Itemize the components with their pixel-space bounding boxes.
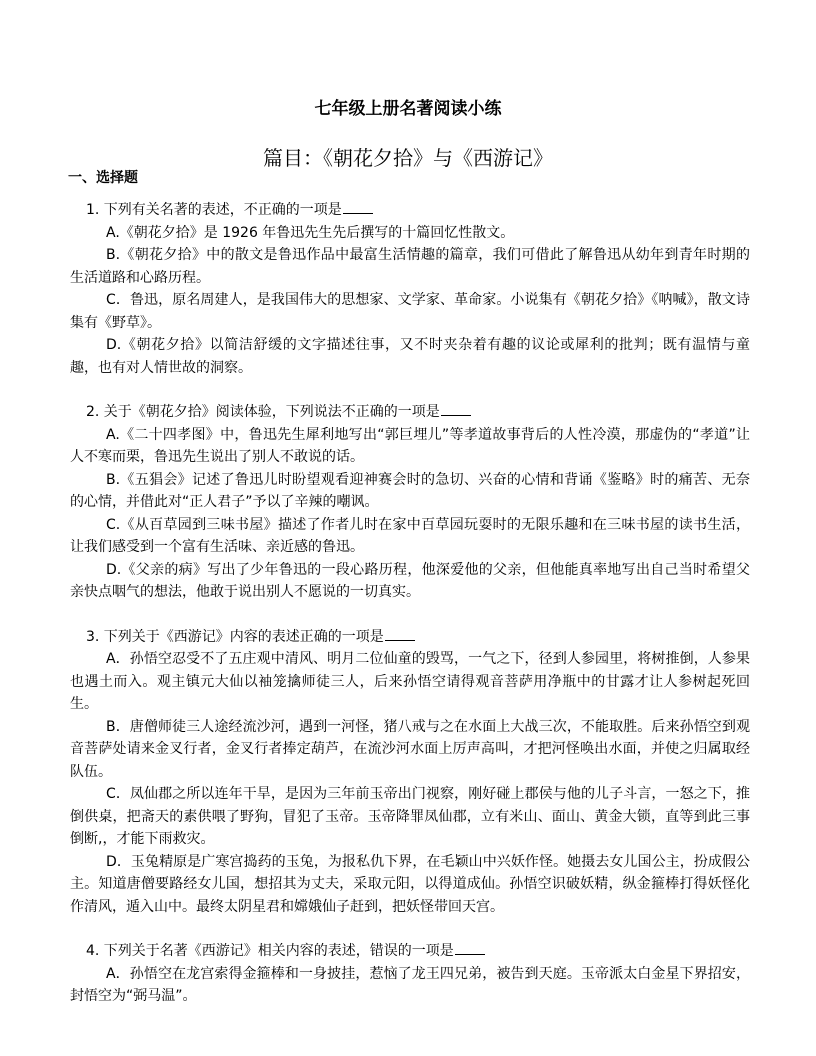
- option-d: D．玉兔精原是广寒宫捣药的玉兔，为报私仇下界，在毛颖山中兴妖作怪。她摄去女儿国公主，扮成假公主。知道唐僧要路经女儿国，想招其为丈夫，采取元阳，以得道成仙。孙悟空识破妖精，纵金箍棒打得妖怪化作清风，遁入山中。最终太阴星君和嫦娥仙子赶到，把妖怪带回天宫。: [70, 853, 750, 915]
- answer-blank: [455, 940, 485, 955]
- option-c: C．鲁迅，原名周建人，是我国伟大的思想家、文学家、革命家。小说集有《朝花夕拾》《呐喊》，散文诗集有《野草》。: [70, 292, 750, 331]
- option-d: D.《朝花夕拾》以简洁舒缓的文字描述往事，又不时夹杂着有趣的议论或犀利的批判；既有温情与童趣，也有对人情世故的洞察。: [70, 337, 750, 376]
- option-a: A．孙悟空忍受不了五庄观中清风、明月二位仙童的毁骂，一气之下，径到人参园里，将树推倒，人参果也遇土而入。观主镇元大仙以袖笼擒师徒三人，后来孙悟空请得观音菩萨用净瓶中的甘露才让人参树起死回生。: [70, 651, 750, 712]
- question-4: [70, 940, 750, 1008]
- question-stem: 1. 下列有关名著的表述，不正确的一项是: [70, 199, 750, 222]
- answer-blank: [441, 401, 471, 416]
- option-c: C．凤仙郡之所以连年干旱，是因为三年前玉帝出门视察，刚好碰上郡侯与他的儿子斗言，一怒之下，推倒供桌，把斋天的素供喂了野狗，冒犯了玉帝。玉帝降罪凤仙郡，立有米山、面山、黄金大锁，直等到此三事倒断,，才能下雨救灾。: [70, 786, 750, 847]
- section-heading: 一、选择题: [68, 170, 138, 186]
- option-a: A．孙悟空在龙宫索得金箍棒和一身披挂，惹恼了龙王四兄弟，被告到天庭。玉帝派太白金星下界招安，封悟空为“弼马温”。: [70, 965, 750, 1004]
- document-title: 七年级上册名著阅读小练: [314, 99, 502, 119]
- option-b: B．唐僧师徒三人途经流沙河，遇到一河怪，猪八戒与之在水面上大战三次，不能取胜。后来孙悟空到观音菩萨处请来金叉行者，金叉行者捧定葫芦，在流沙河水面上厉声高叫，才把河怪唤出水面，并使之归属取经队伍。: [70, 718, 750, 780]
- option-b: B.《朝花夕拾》中的散文是鲁迅作品中最富生活情趣的篇章，我们可借此了解鲁迅从幼年到青年时期的生活道路和心路历程。: [70, 247, 750, 286]
- document-subtitle: 篇目：《朝花夕拾》与《西游记》: [263, 146, 553, 170]
- question-1: [70, 199, 750, 379]
- question-stem: 2. 关于《朝花夕拾》阅读体验，下列说法不正确的一项是: [70, 401, 750, 424]
- question-stem: 4. 下列关于名著《西游记》相关内容的表述，错误的一项是: [70, 940, 750, 963]
- option-a: A.《朝花夕拾》是 1926 年鲁迅先生先后撰写的十篇回忆性散文。: [106, 224, 515, 241]
- question-2: [70, 401, 750, 604]
- question-list: [70, 199, 750, 1030]
- question-3: [70, 626, 750, 919]
- option-d: D.《父亲的病》写出了少年鲁迅的一段心路历程，他深爱他的父亲，但他能真率地写出自己当时希望父亲快点咽气的想法，他敢于说出别人不愿说的一切真实。: [70, 561, 750, 600]
- option-c: C.《从百草园到三味书屋》描述了作者儿时在家中百草园玩耍时的无限乐趣和在三味书屋的读书生活，让我们感受到一个富有生活味、亲近感的鲁迅。: [70, 516, 750, 555]
- answer-blank: [343, 199, 373, 214]
- option-b: B.《五猖会》记述了鲁迅儿时盼望观看迎神赛会时的急切、兴奋的心情和背诵《鉴略》时的痛苦、无奈的心情，并借此对“正人君子”予以了辛辣的嘲讽。: [70, 471, 750, 510]
- option-a: A.《二十四孝图》中，鲁迅先生犀利地写出“郭巨埋儿”等孝道故事背后的人性冷漠，那虚伪的“孝道”让人不寒而栗，鲁迅先生说出了别人不敢说的话。: [70, 426, 750, 465]
- answer-blank: [385, 626, 415, 641]
- question-stem: 3. 下列关于《西游记》内容的表述正确的一项是: [70, 626, 750, 649]
